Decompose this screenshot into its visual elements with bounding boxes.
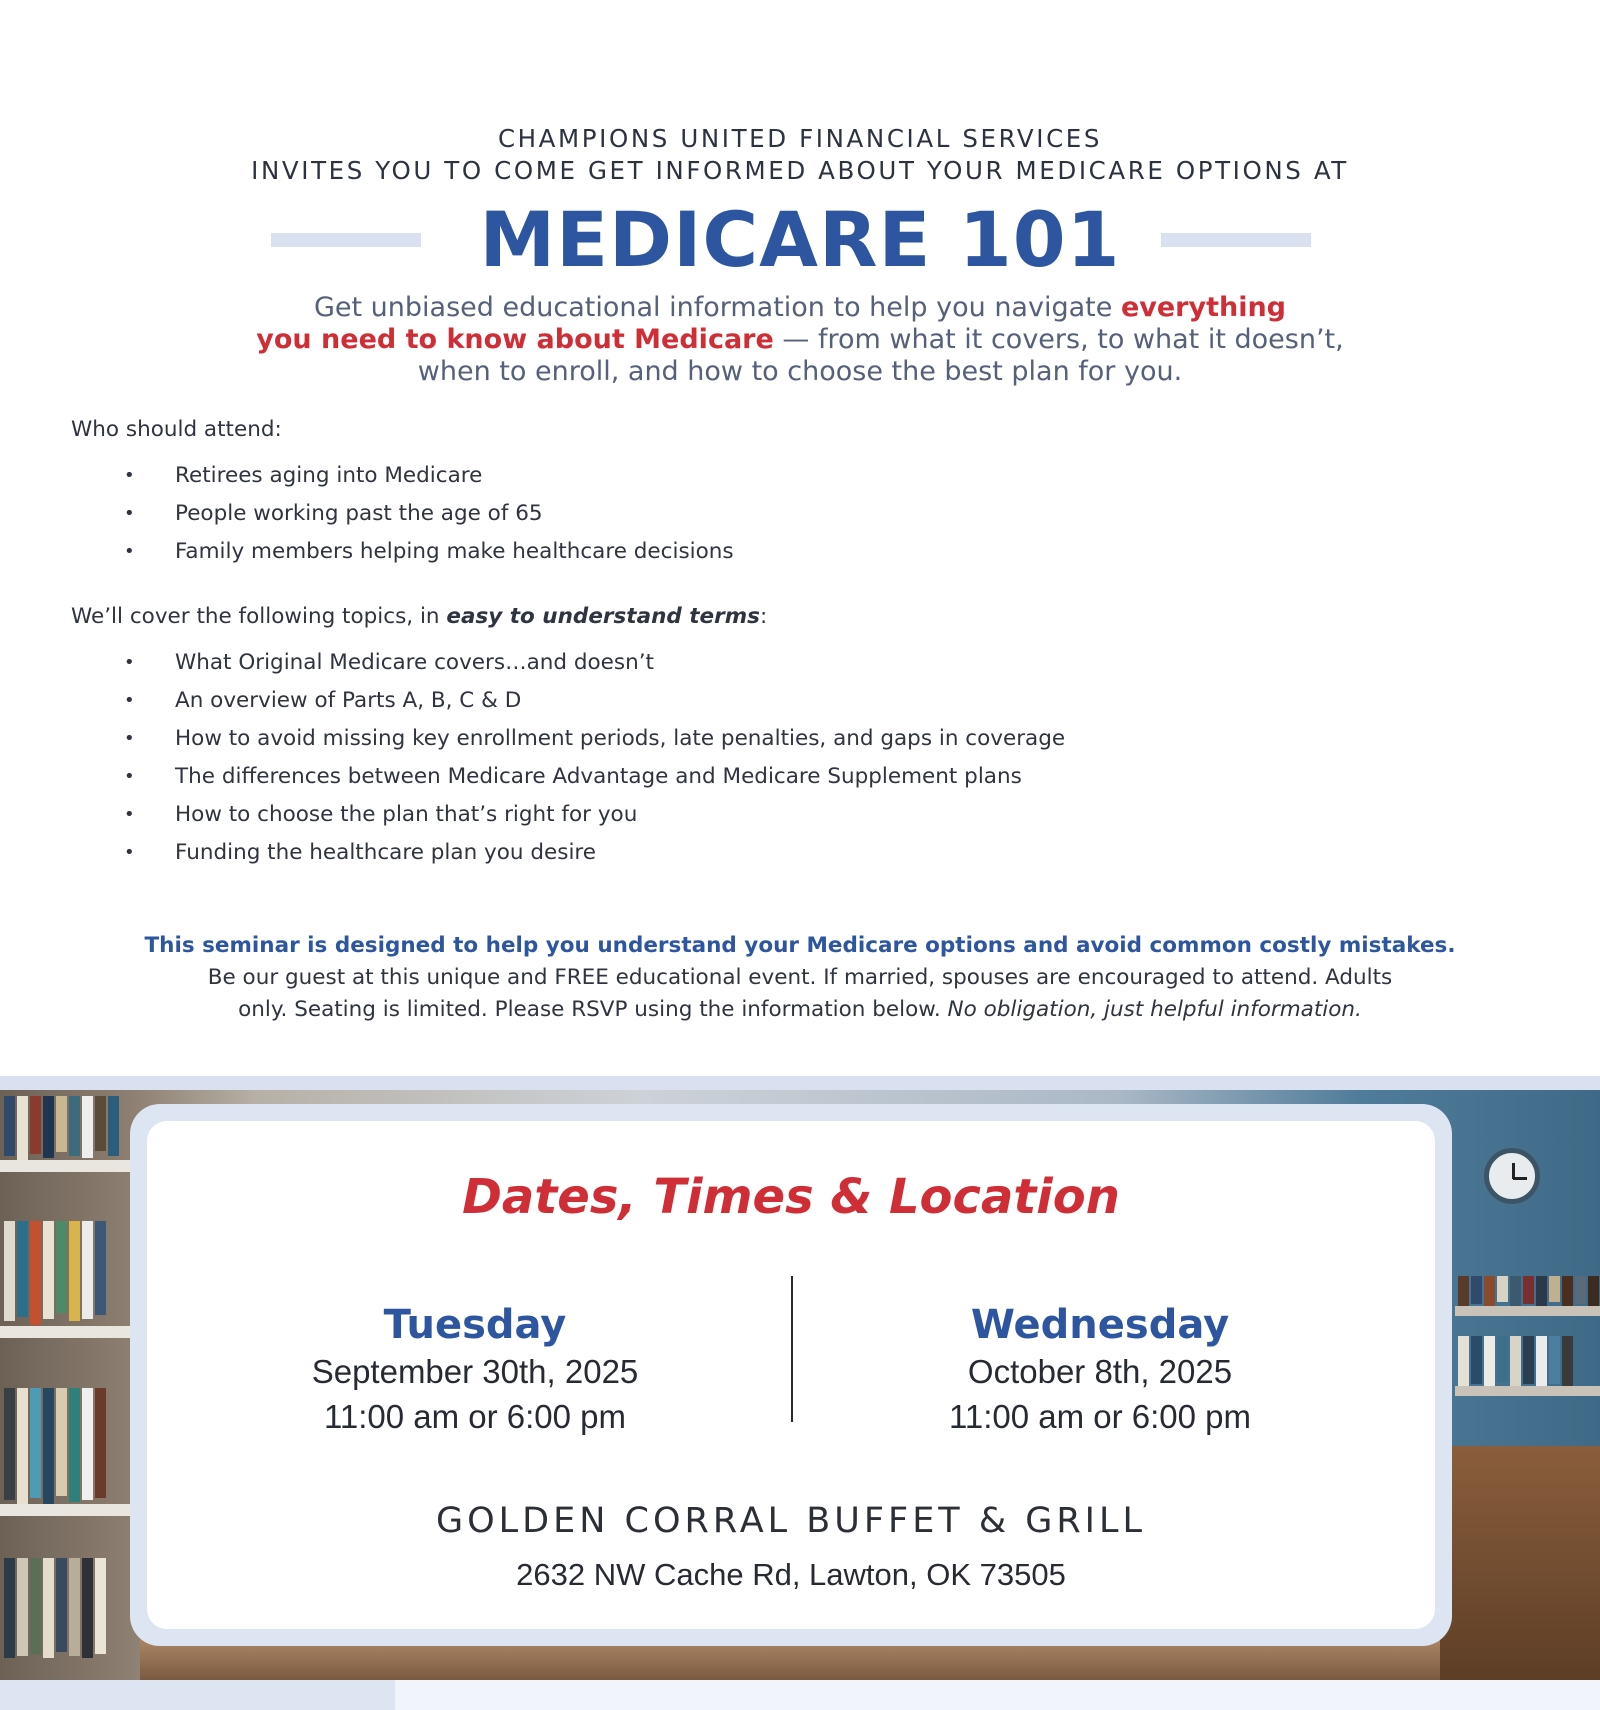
topics-list xyxy=(0,644,1600,872)
list-item: • Family members helping make healthcare decisions xyxy=(0,533,1600,571)
topics-heading-emphasis: easy to understand terms xyxy=(446,604,760,629)
who-list xyxy=(0,457,1600,571)
event-card-inner xyxy=(147,1121,1435,1629)
page-title: MEDICARE 101 xyxy=(479,195,1121,284)
bookshelf-shelf xyxy=(0,1326,140,1338)
event-day-times: 11:00 am or 6:00 pm xyxy=(323,1398,627,1435)
footer-strip-left xyxy=(0,1680,395,1710)
topics-heading xyxy=(71,604,767,629)
list-item: • An overview of Parts A, B, C & D xyxy=(0,682,1600,720)
list-item: • People working past the age of 65 xyxy=(0,495,1600,533)
venue-address: 2632 NW Cache Rd, Lawton, OK 73505 xyxy=(516,1557,1066,1592)
event-card-title: Dates, Times & Location xyxy=(462,1169,1120,1225)
event-day-date: September 30th, 2025 xyxy=(311,1353,639,1390)
seminar-text: only. Seating is limited. Please RSVP using the information below. xyxy=(238,997,948,1022)
clock-hand xyxy=(1513,1177,1527,1180)
seminar-note: No obligation, just helpful information. xyxy=(947,997,1362,1022)
intro-highlight: you need to know about Medicare xyxy=(256,324,774,355)
bookshelf-books xyxy=(1458,1336,1573,1386)
intro-paragraph xyxy=(0,292,1600,388)
intro-text: — from what it covers, to what it doesn’t, xyxy=(773,324,1344,355)
footer-strip-right xyxy=(395,1680,1600,1710)
list-item: • The differences between Medicare Advantage and Medicare Supplement plans xyxy=(0,758,1600,796)
invite-line: INVITES YOU TO COME GET INFORMED ABOUT YOUR MEDICARE OPTIONS AT xyxy=(251,156,1349,185)
list-item: • How to avoid missing key enrollment periods, late penalties, and gaps in coverage xyxy=(0,720,1600,758)
title-block xyxy=(0,196,1600,286)
venue-name: GOLDEN CORRAL BUFFET & GRILL xyxy=(435,1501,1146,1541)
bookshelf-books xyxy=(1458,1276,1599,1306)
bookshelf-shelf xyxy=(1455,1386,1600,1396)
event-card xyxy=(130,1104,1452,1646)
seminar-paragraph xyxy=(0,930,1600,1026)
seminar-headline: This seminar is designed to help you understand your Medicare options and avoid common costly mistakes. xyxy=(144,933,1456,958)
intro-text: Get unbiased educational information to help you navigate xyxy=(313,292,1121,323)
wall-clock-icon xyxy=(1484,1148,1540,1204)
bookshelf-shelf xyxy=(0,1504,140,1516)
bookshelf-books xyxy=(4,1388,106,1506)
organizer-line: CHAMPIONS UNITED FINANCIAL SERVICES xyxy=(497,124,1103,153)
bookshelf-books xyxy=(4,1096,119,1160)
event-day-date: October 8th, 2025 xyxy=(967,1353,1233,1390)
list-item: • How to choose the plan that’s right for you xyxy=(0,796,1600,834)
event-day-name: Tuesday xyxy=(383,1302,567,1348)
seminar-text: Be our guest at this unique and FREE educational event. If married, spouses are encouraged to attend. Adults xyxy=(207,965,1393,990)
photo-top-band xyxy=(0,1076,1600,1090)
intro-text: when to enroll, and how to choose the best plan for you. xyxy=(417,356,1183,387)
list-item: • Retirees aging into Medicare xyxy=(0,457,1600,495)
bookshelf-books xyxy=(4,1558,106,1658)
bookshelf-books xyxy=(4,1221,106,1325)
topics-heading-colon: : xyxy=(759,604,768,629)
list-item: • Funding the healthcare plan you desire xyxy=(0,834,1600,872)
bookshelf-shelf xyxy=(0,1160,140,1172)
event-day-times: 11:00 am or 6:00 pm xyxy=(948,1398,1252,1435)
event-day-name: Wednesday xyxy=(970,1302,1230,1348)
topics-heading-text: We’ll cover the following topics, in xyxy=(71,604,447,629)
event-day-2 xyxy=(850,1301,1350,1439)
list-item: • What Original Medicare covers…and doesn’t xyxy=(0,644,1600,682)
who-heading: Who should attend: xyxy=(71,417,282,442)
day-divider xyxy=(791,1276,793,1422)
event-day-1 xyxy=(225,1301,725,1439)
intro-highlight: everything xyxy=(1120,292,1287,323)
bookshelf-shelf xyxy=(1455,1306,1600,1316)
